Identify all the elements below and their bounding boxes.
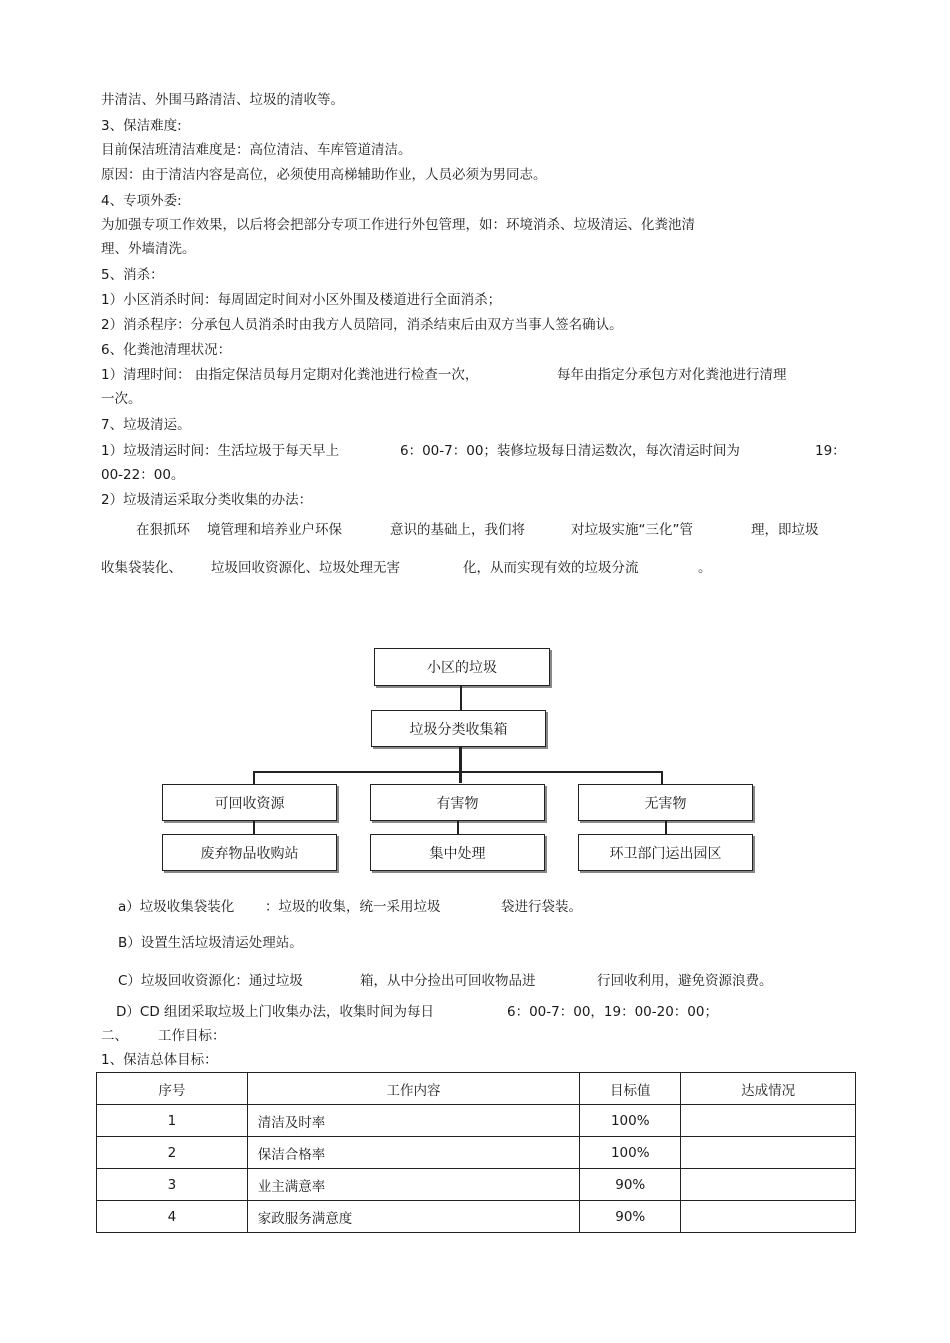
table-cell: 保洁合格率 <box>247 1137 580 1169</box>
table-cell: 清洁及时率 <box>247 1105 580 1137</box>
connector <box>253 771 663 773</box>
header-cell: 达成情况 <box>681 1073 856 1105</box>
table-cell: 业主满意率 <box>247 1169 580 1201</box>
table-cell <box>681 1201 856 1233</box>
flow-dest-sanitation-department: 环卫部门运出园区 <box>578 834 753 871</box>
section-heading: 7、垃圾清运。 <box>101 417 191 433</box>
table-row <box>97 1169 856 1201</box>
table-cell: 3 <box>97 1169 248 1201</box>
text-line: 化，从而实现有效的垃圾分流 <box>463 560 639 576</box>
list-item: 6：00-7：00，19：00-20：00； <box>507 1004 718 1020</box>
section-heading: 5、消杀： <box>101 267 164 283</box>
text-line: 理、外墙清洗。 <box>101 241 196 257</box>
section-heading: 二、 <box>101 1028 128 1044</box>
table-cell: 90% <box>580 1169 681 1201</box>
table-cell <box>681 1169 856 1201</box>
flow-collect-box: 垃圾分类收集箱 <box>371 710 546 747</box>
text-line: 原因：由于清洁内容是高位，必须使用高梯辅助作业，人员必须为男同志。 <box>101 167 547 183</box>
text-line: 意识的基础上，我们将 <box>390 522 525 538</box>
flow-dest-central-treatment: 集中处理 <box>370 834 545 871</box>
connector <box>665 821 667 834</box>
text-line: 19： <box>815 443 846 459</box>
text-line: 1）垃圾清运时间：生活垃圾于每天早上 <box>101 443 340 459</box>
list-item: C）垃圾回收资源化：通过垃圾 <box>118 973 303 989</box>
table-cell <box>681 1105 856 1137</box>
text-line: 6：00-7：00；装修垃圾每日清运数次，每次清运时间为 <box>400 443 740 459</box>
table-cell: 4 <box>97 1201 248 1233</box>
table-cell: 2 <box>97 1137 248 1169</box>
flow-dest-recycling-station: 废弃物品收购站 <box>162 834 337 871</box>
table-row <box>97 1137 856 1169</box>
connector <box>457 821 459 834</box>
header-cell: 序号 <box>97 1073 248 1105</box>
text-line: 2）垃圾清运采取分类收集的办法： <box>101 492 313 508</box>
flow-category-hazardous: 有害物 <box>370 784 545 821</box>
list-item: 行回收利用，避免资源浪费。 <box>597 973 773 989</box>
section-heading: 工作目标： <box>158 1028 226 1044</box>
table-row <box>97 1105 856 1137</box>
text-line: 在狠抓环 <box>136 522 190 538</box>
text-line: 收集袋装化、 <box>101 560 182 576</box>
cleaning-goals-table <box>96 1072 856 1233</box>
text-line: 境管理和培养业户环保 <box>207 522 342 538</box>
connector <box>460 686 462 710</box>
section-heading: 4、专项外委: <box>101 193 182 209</box>
text-line: 00-22：00。 <box>101 467 185 483</box>
flow-category-recyclable: 可回收资源 <box>162 784 337 821</box>
list-item: a）垃圾收集袋装化 <box>118 899 235 915</box>
text-line: 1）清理时间： 由指定保洁员每月定期对化粪池进行检查一次， <box>101 367 479 383</box>
table-cell: 90% <box>580 1201 681 1233</box>
table-header-row <box>97 1073 856 1105</box>
text-line: 垃圾回收资源化、垃圾处理无害 <box>211 560 400 576</box>
table-cell: 100% <box>580 1137 681 1169</box>
section-heading: 3、保洁难度: <box>101 118 182 134</box>
text-line: 2）消杀程序：分承包人员消杀时由我方人员陪同，消杀结束后由双方当事人签名确认。 <box>101 317 623 333</box>
text-line: 1）小区消杀时间：每周固定时间对小区外围及楼道进行全面消杀； <box>101 292 502 308</box>
table-row <box>97 1201 856 1233</box>
header-cell: 工作内容 <box>247 1073 580 1105</box>
text-line: 。 <box>698 560 712 576</box>
table-cell <box>681 1137 856 1169</box>
list-item: 袋进行袋装。 <box>501 899 582 915</box>
flow-category-harmless: 无害物 <box>578 784 753 821</box>
table-cell: 家政服务满意度 <box>247 1201 580 1233</box>
list-item: B）设置生活垃圾清运处理站。 <box>118 935 303 951</box>
list-item: 箱，从中分捡出可回收物品进 <box>360 973 536 989</box>
text-line: 目前保洁班清洁难度是：高位清洁、车库管道清洁。 <box>101 142 412 158</box>
table-cell: 1 <box>97 1105 248 1137</box>
connector <box>459 747 462 783</box>
connector <box>661 771 663 784</box>
list-item: D）CD 组团采取垃圾上门收集办法，收集时间为每日 <box>116 1004 435 1020</box>
connector <box>253 771 255 784</box>
text-line: 理，即垃圾 <box>751 522 819 538</box>
connector <box>253 821 255 834</box>
text-line: 井清洁、外围马路清洁、垃圾的清收等。 <box>101 92 344 108</box>
text-line: 为加强专项工作效果，以后将会把部分专项工作进行外包管理，如：环境消杀、垃圾清运、化粪池清 <box>101 217 695 233</box>
section-heading: 1、保洁总体目标： <box>101 1052 218 1068</box>
section-heading: 6、化粪池清理状况： <box>101 342 232 358</box>
header-cell: 目标值 <box>580 1073 681 1105</box>
list-item: ：垃圾的收集，统一采用垃圾 <box>265 899 441 915</box>
text-line: 一次。 <box>101 391 142 407</box>
table-cell: 100% <box>580 1105 681 1137</box>
flow-root-box: 小区的垃圾 <box>374 648 550 686</box>
text-line: 对垃圾实施“三化”管 <box>571 522 693 538</box>
text-line: 每年由指定分承包方对化粪池进行清理 <box>557 367 787 383</box>
